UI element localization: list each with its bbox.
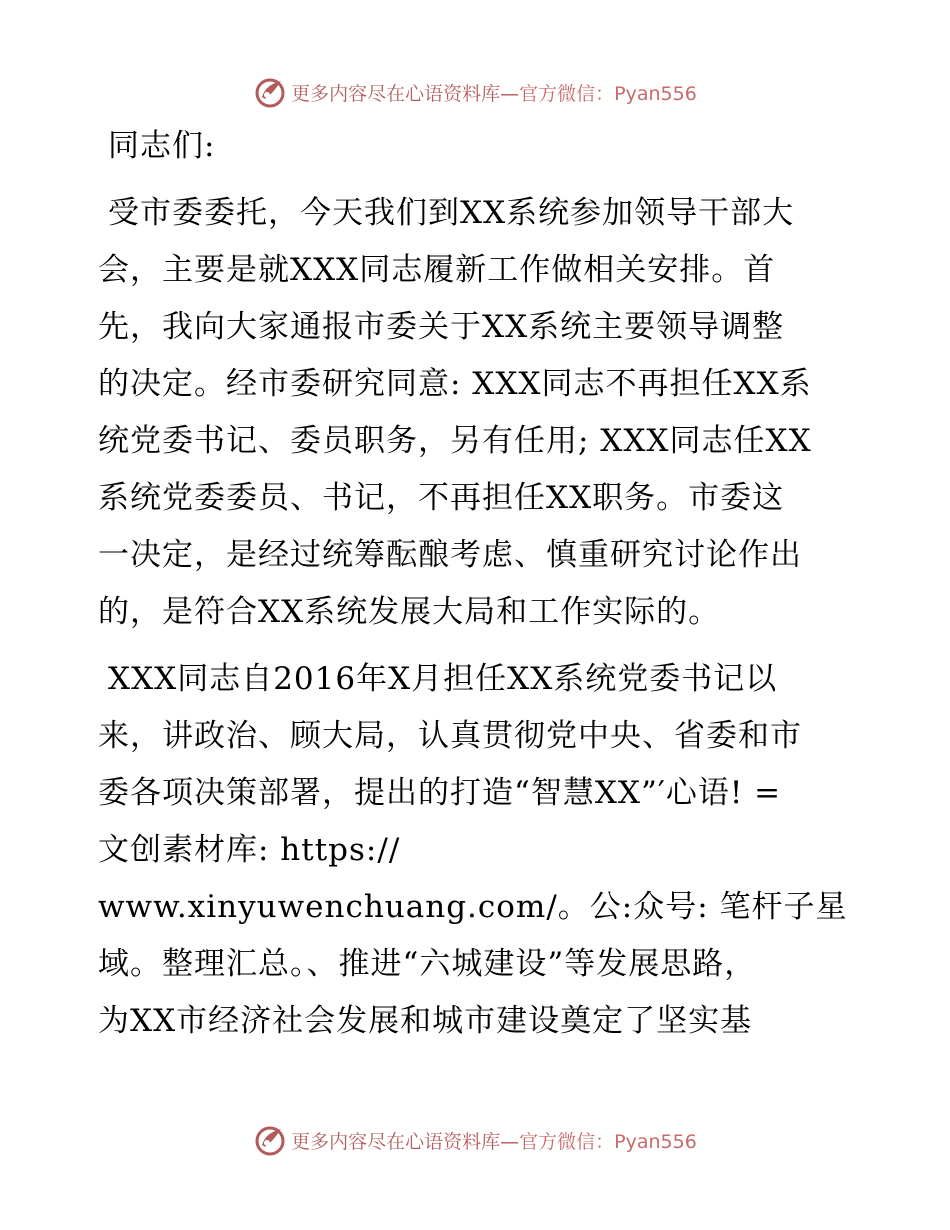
paragraph-line: 统党委书记、委员职务，另有任用; XXX同志任XX	[98, 423, 812, 459]
paragraph-line: 为XX市经济社会发展和城市建设奠定了坚实基	[98, 1003, 753, 1039]
paragraph-line: 域。整理汇总。、推进“六城建设”等发展思路，	[98, 946, 757, 982]
paragraph-line: 文创素材库: https://	[98, 832, 401, 868]
footer-banner-text: 更多内容尽在心语资料库—	[291, 1130, 520, 1153]
document-body	[98, 118, 868, 1050]
salutation: 同志们:	[108, 128, 216, 164]
paragraph-2	[98, 651, 868, 1050]
paragraph-line: 会，主要是就XXX同志履新工作做相关安排。首	[98, 252, 776, 288]
paragraph-line: 的，是符合XX系统发展大局和工作实际的。	[98, 594, 721, 630]
paragraph-line: 一决定，是经过统筹酝酿考虑、慎重研究讨论作出	[98, 537, 802, 573]
paragraph-line: 系统党委委员、书记，不再担任XX职务。市委这	[98, 480, 785, 516]
paragraph-1	[98, 185, 868, 641]
paragraph-line: 来，讲政治、顾大局，认真贯彻党中央、省委和市	[98, 718, 802, 754]
xinyu-logo-icon	[253, 1123, 287, 1157]
paragraph-line: 的决定。经市委研究同意: XXX同志不再担任XX系	[98, 366, 812, 402]
paragraph-line: 受市委委托，今天我们到XX系统参加领导干部大	[108, 195, 795, 231]
xinyu-logo-icon	[253, 75, 287, 109]
footer-watermark-banner	[0, 1120, 950, 1160]
paragraph-line: 先，我向大家通报市委关于XX系统主要领导调整	[98, 309, 785, 345]
paragraph-line: 委各项决策部署，提出的打造“智慧XX”′心语! =	[98, 775, 782, 811]
footer-banner-wechat: 官方微信：Pyan556	[519, 1130, 697, 1153]
header-banner-text: 更多内容尽在心语资料库—	[291, 82, 520, 105]
header-watermark-banner	[0, 72, 950, 112]
header-banner-wechat: 官方微信：Pyan556	[519, 82, 697, 105]
paragraph-line: www.xinyuwenchuang.com/。公:众号: 笔杆子星	[98, 889, 848, 925]
paragraph-line: XXX同志自2016年X月担任XX系统党委书记以	[108, 661, 778, 697]
